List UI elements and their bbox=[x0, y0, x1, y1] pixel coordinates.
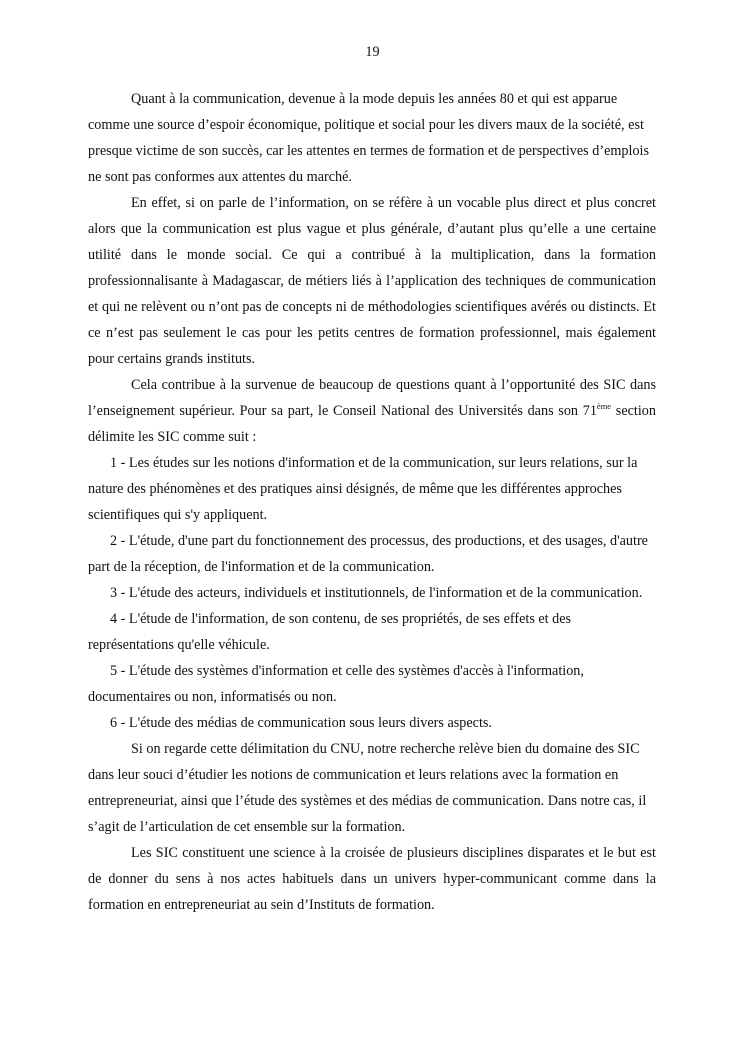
page-number: 19 bbox=[365, 44, 380, 60]
paragraph-communication: Quant à la communication, devenue à la mode depuis les années 80 et qui est apparue comme une source d’espoir économique, politique et social pour les divers maux de la société, est presque victime de son succès, car les attentes en termes de formation et de perspectives d’emplois ne sont pas conformes aux attentes du marché. bbox=[88, 91, 649, 185]
paragraph-cnu-text: Cela contribue à la survenue de beaucoup de questions quant à l’opportunité des SIC dans l’enseignement supérieur. Pour sa part, le Conseil National des Universités dans son 71 bbox=[88, 377, 656, 419]
paragraph-information: En effet, si on parle de l’information, on se réfère à un vocable plus direct et plus concret alors que la communication est plus vague et plus générale, d’autant plus qu’elle a une certaine utilité dans le monde social. Ce qui a contribué à la multiplication, dans la formation professionnalisante à Madagascar, de métiers liés à l’application des techniques de communication et qui ne relèvent ou n’ont pas de concepts ni de méthodologies scientifiques avérés ou distincts. Et ce n’est pas seulement le cas pour les petits centres de formation professionnel, mais également pour certains grands instituts. bbox=[88, 195, 656, 367]
list-item-6: 6 - L'étude des médias de communication sous leurs divers aspects. bbox=[110, 715, 492, 731]
paragraph-cnu-text-end: section délimite les SIC comme suit : bbox=[88, 403, 656, 445]
list-item-4: 4 - L'étude de l'information, de son contenu, de ses propriétés, de ses effets et des représentations qu'elle véhicule. bbox=[88, 611, 572, 653]
list-item-1: 1 - Les études sur les notions d'information et de la communication, sur leurs relations, sur la nature des phénomènes et des pratiques ainsi désignés, de même que les différentes approches scientifiques qui s'y appliquent. bbox=[88, 455, 638, 523]
list-item-3: 3 - L'étude des acteurs, individuels et institutionnels, de l'information et de la communication. bbox=[110, 585, 643, 601]
paragraph-cnu bbox=[88, 372, 656, 450]
document-body bbox=[88, 86, 656, 918]
list-item-2: 2 - L'étude, d'une part du fonctionnement des processus, des productions, et des usages, d'autre part de la réception, de l'information et de la communication. bbox=[88, 533, 648, 575]
list-item-5: 5 - L'étude des systèmes d'information et celle des systèmes d'accès à l'information, documentaires ou non, informatisés ou non. bbox=[88, 663, 584, 705]
paragraph-sic-science: Les SIC constituent une science à la croisée de plusieurs disciplines disparates et le but est de donner du sens à nos actes habituels dans un univers hyper-communicant comme dans la formation en entrepreneuriat au sein d’Instituts de formation. bbox=[88, 845, 656, 913]
paragraph-cnu-delimitation: Si on regarde cette délimitation du CNU, notre recherche relève bien du domaine des SIC dans leur souci d’étudier les notions de communication et leurs relations avec la formation en entrepreneuriat, ainsi que l’étude des systèmes et des médias de communication. Dans notre cas, il s’agit de l’articulation de cet ensemble sur la formation. bbox=[88, 741, 647, 835]
ordinal-superscript: ème bbox=[596, 401, 612, 411]
